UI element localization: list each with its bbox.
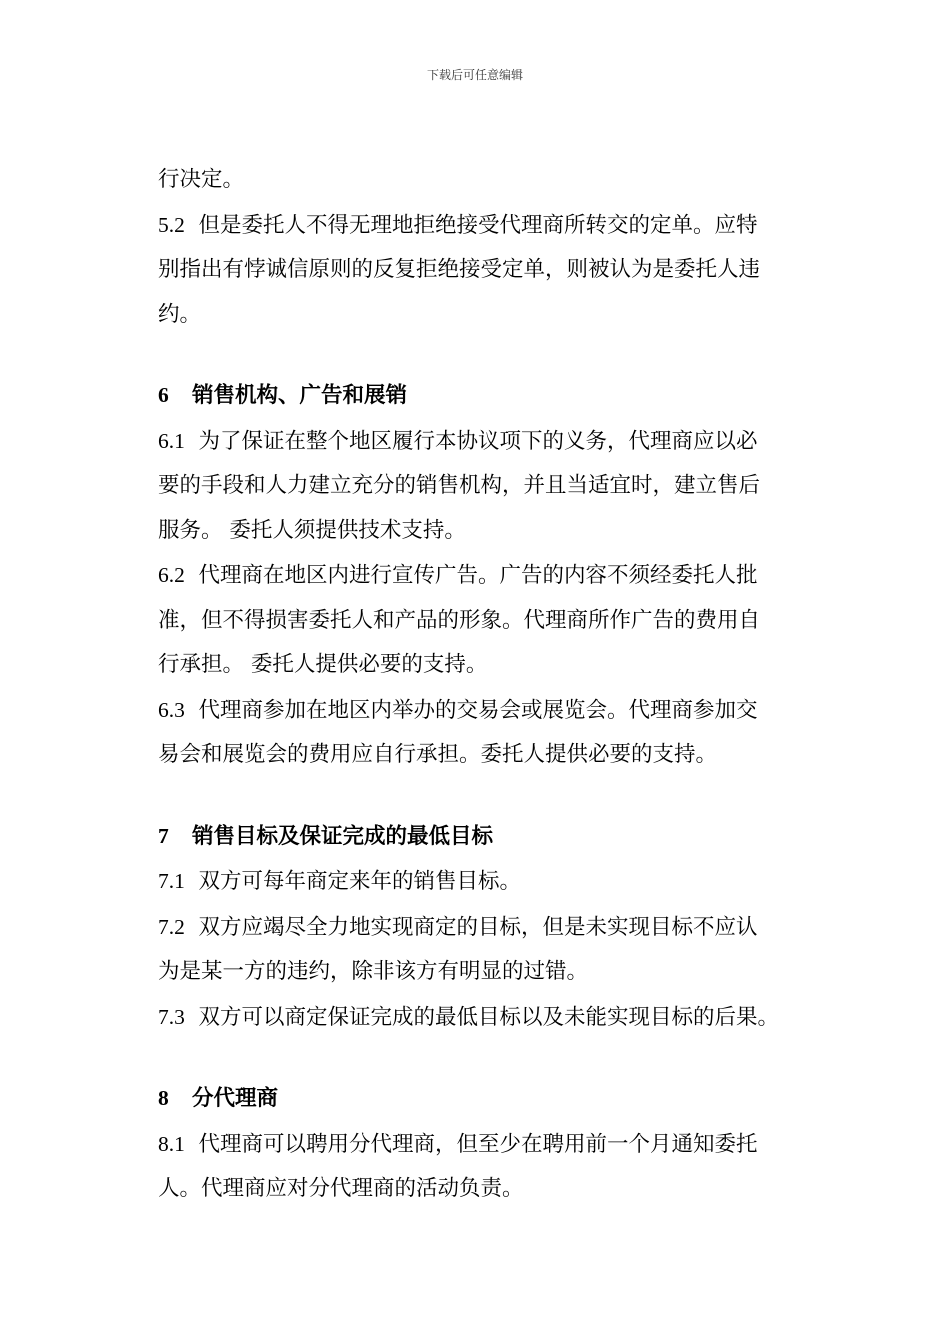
text-line: 人。代理商应对分代理商的活动负责。 — [158, 1176, 524, 1201]
clause-5-2: 5.2 但是委托人不得无理地拒绝接受代理商所转交的定单。应特 — [158, 212, 758, 238]
page-header: 下载后可任意编辑 — [426, 68, 523, 82]
clause-7-3: 7.3 双方可以商定保证完成的最低目标以及未能实现目标的后果。 — [158, 1004, 780, 1030]
text-line: 行决定。 — [158, 167, 245, 192]
text-line: 约。 — [158, 301, 202, 327]
section-heading-6: 6 销售机构、广告和展销 — [158, 383, 408, 408]
text-line: 准，但不得损害委托人和产品的形象。代理商所作广告的费用自 — [158, 607, 761, 633]
clause-7-1: 7.1 双方可每年商定来年的销售目标。 — [158, 869, 522, 894]
text-line: 行承担。 委托人提供必要的支持。 — [158, 652, 488, 677]
clause-8-1: 8.1 代理商可以聘用分代理商，但至少在聘用前一个月通知委托 — [158, 1131, 758, 1157]
document-body — [158, 158, 798, 1212]
clause-7-2: 7.2 双方应竭尽全力地实现商定的目标，但是未实现目标不应认 — [158, 914, 758, 940]
clause-6-2: 6.2 代理商在地区内进行宣传广告。广告的内容不须经委托人批 — [158, 563, 758, 588]
section-heading-8: 8 分代理商 — [158, 1086, 279, 1111]
text-line: 别指出有悖诚信原则的反复拒绝接受定单，则被认为是委托人违 — [158, 257, 761, 282]
text-line: 服务。 委托人须提供技术支持。 — [158, 517, 466, 543]
clause-6-3: 6.3 代理商参加在地区内举办的交易会或展览会。代理商参加交 — [158, 697, 758, 723]
section-heading-7: 7 销售目标及保证完成的最低目标 — [158, 823, 494, 849]
text-line: 要的手段和人力建立充分的销售机构，并且当适宜时，建立售后 — [158, 473, 761, 498]
text-line: 易会和展览会的费用应自行承担。委托人提供必要的支持。 — [158, 742, 718, 767]
clause-6-1: 6.1 为了保证在整个地区履行本协议项下的义务，代理商应以必 — [158, 428, 758, 454]
text-line: 为是某一方的违约，除非该方有明显的过错。 — [158, 959, 589, 984]
